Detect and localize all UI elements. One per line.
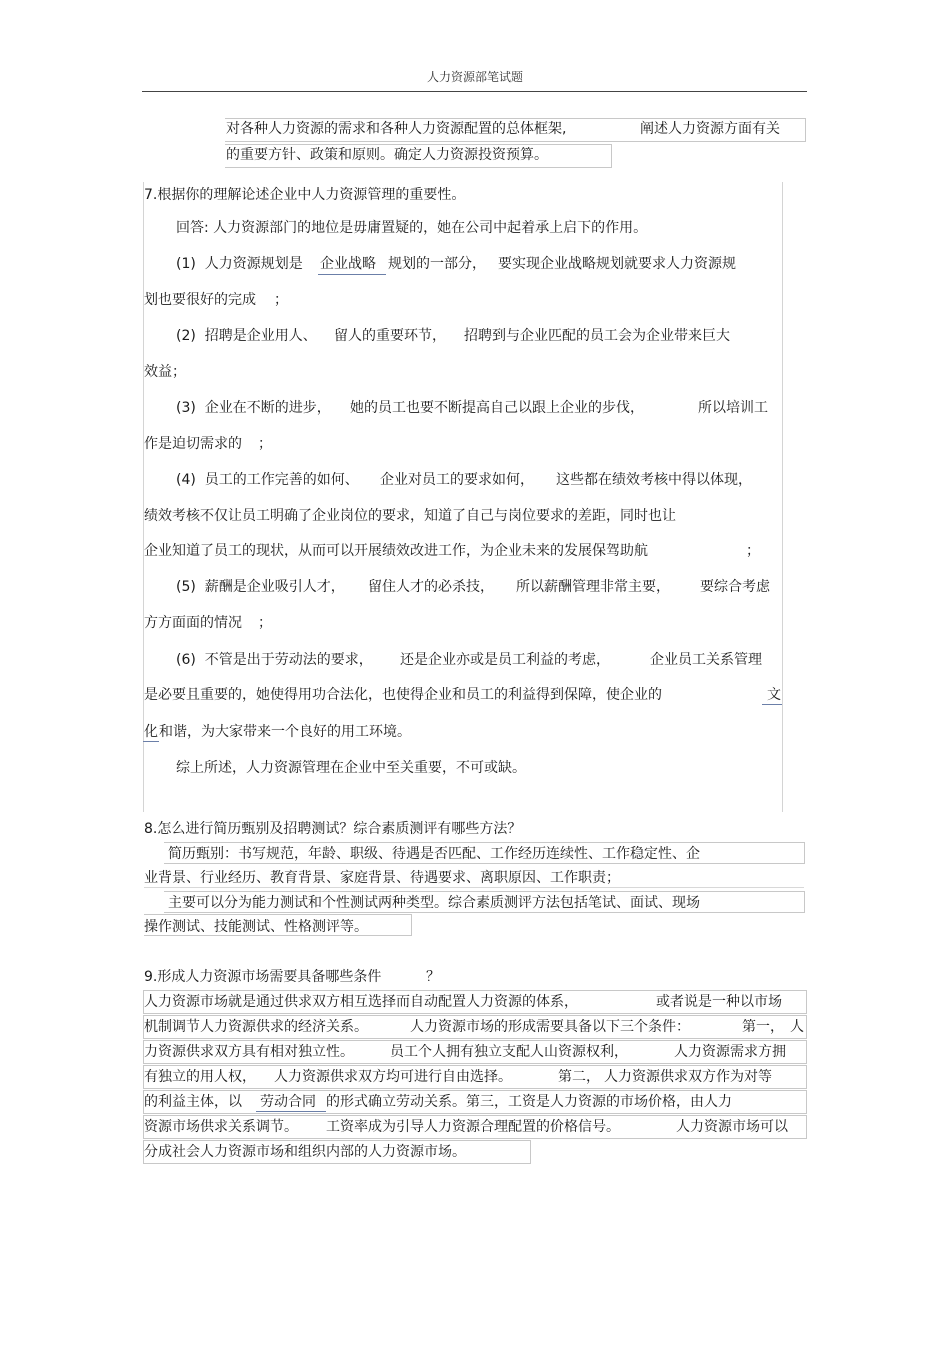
text-frame [144, 887, 804, 888]
paragraph-line: 的形式确立劳动关系。第三，工资是人力资源的市场价格，由人力 [326, 1094, 732, 1110]
paragraph-line: 人 [790, 1019, 804, 1035]
question-heading: 8.怎么进行简历甄别及招聘测试？综合素质测评有哪些方法？ [144, 821, 522, 837]
paragraph-line: 业背景、行业经历、教育背景、家庭背景、待遇要求、离职原因、工作职责； [144, 870, 620, 886]
paragraph-line: (2) 招聘是企业用人、 [176, 328, 317, 344]
header-divider [142, 91, 807, 92]
paragraph-line: 企业员工关系管理 [650, 652, 762, 668]
paragraph-line: 和谐，为大家带来一个良好的用工环境。 [159, 724, 411, 740]
page-header-title: 人力资源部笔试题 [426, 70, 523, 84]
paragraph-line: (4) 员工的工作完善的如何、 [176, 472, 359, 488]
paragraph-line: 方方面面的情况 [144, 615, 242, 631]
paragraph-line: 操作测试、技能测试、性格测评等。 [144, 919, 368, 935]
paragraph-line: 对各种人力资源的需求和各种人力资源配置的总体框架, [226, 121, 567, 137]
question-mark: ？ [426, 969, 440, 985]
paragraph-line: (6) 不管是出于劳动法的要求， [176, 652, 373, 668]
answer-intro: 回答: 人力资源部门的地位是毋庸置疑的，她在公司中起着承上启下的作用。 [176, 220, 648, 236]
paragraph-line: (3) 企业在不断的进步， [176, 400, 331, 416]
paragraph-line: 招聘到与企业匹配的员工会为企业带来巨大 [464, 328, 730, 344]
paragraph-line: 人力资源市场的形成需要具备以下三个条件： [410, 1019, 690, 1035]
paragraph-line: 的重要方针、政策和原则。确定人力资源投资预算。 [226, 147, 548, 163]
paragraph-line: 人力资源市场就是通过供求双方相互选择而自动配置人力资源的体系， [144, 994, 578, 1010]
paragraph-line: 化 [144, 724, 158, 740]
paragraph-line: 企业对员工的要求如何， [380, 472, 534, 488]
paragraph-line: 第二， [558, 1069, 600, 1085]
paragraph-line: 作是迫切需求的 [144, 436, 242, 452]
section-border [143, 182, 144, 812]
paragraph-line: 机制调节人力资源供求的经济关系。 [144, 1019, 368, 1035]
paragraph-line: ； [258, 615, 272, 631]
paragraph-line: 简历甄别：书写规范，年龄、职级、待遇是否匹配、工作经历连续性、工作稳定性、企 [168, 846, 700, 862]
paragraph-line: 划也要很好的完成 [144, 292, 256, 308]
paragraph-line: 阐述人力资源方面有关 [640, 121, 780, 137]
paragraph-line: 要实现企业战略规划就要求人力资源规 [498, 256, 736, 272]
paragraph-line: 人力资源市场可以 [676, 1119, 788, 1135]
paragraph-line: ； [746, 543, 760, 559]
paragraph-line: 这些都在绩效考核中得以体现， [556, 472, 752, 488]
paragraph-line: 规划的一部分， [388, 256, 486, 272]
paragraph-line: 人力资源供求双方均可进行自由选择。 [274, 1069, 512, 1085]
paragraph-line: 企业知道了员工的现状，从而可以开展绩效改进工作，为企业未来的发展保驾助航 [144, 543, 648, 559]
conclusion: 综上所述，人力资源管理在企业中至关重要，不可或缺。 [176, 760, 526, 776]
paragraph-line: 人力资源需求方拥 [674, 1044, 786, 1060]
paragraph-line: 企业战略 [320, 256, 376, 272]
paragraph-line: 分成社会人力资源市场和组织内部的人力资源市场。 [144, 1144, 466, 1160]
paragraph-line: 有独立的用人权， [144, 1069, 256, 1085]
paragraph-line: 还是企业亦或是员工利益的考虑， [400, 652, 610, 668]
paragraph-line: 所以薪酬管理非常主要， [516, 579, 670, 595]
paragraph-line: 资源市场供求关系调节。 [144, 1119, 298, 1135]
paragraph-line: 工资率成为引导人力资源合理配置的价格信号。 [326, 1119, 620, 1135]
paragraph-line: 要综合考虑 [700, 579, 770, 595]
question-heading: 9.形成人力资源市场需要具备哪些条件 [144, 969, 382, 985]
paragraph-line: 文 [767, 687, 781, 703]
paragraph-line: 效益； [144, 364, 186, 380]
paragraph-line: 留住人才的必杀技， [368, 579, 494, 595]
paragraph-line: 绩效考核不仅让员工明确了企业岗位的要求，知道了自己与岗位要求的差距，同时也让 [144, 508, 676, 524]
paragraph-line: 或者说是一种以市场 [656, 994, 782, 1010]
paragraph-line: 第一， [742, 1019, 784, 1035]
paragraph-line: 的利益主体，以 [144, 1094, 242, 1110]
section-border [782, 182, 783, 812]
underline [143, 741, 159, 742]
underline [318, 274, 386, 275]
paragraph-line: ； [274, 292, 288, 308]
underline [762, 704, 782, 705]
paragraph-line: 她的员工也要不断提高自己以跟上企业的步伐， [350, 400, 644, 416]
paragraph-line: 是必要且重要的，她使得用功合法化，也使得企业和员工的利益得到保障，使企业的 [144, 687, 662, 703]
paragraph-line: 所以培训工 [698, 400, 768, 416]
paragraph-line: 劳动合同 [260, 1094, 316, 1110]
paragraph-line: (1) 人力资源规划是 [176, 256, 303, 272]
paragraph-line: 主要可以分为能力测试和个性测试两种类型。综合素质测评方法包括笔试、面试、现场 [168, 895, 700, 911]
paragraph-line: ； [258, 436, 272, 452]
paragraph-line: 留人的重要环节， [334, 328, 446, 344]
paragraph-line: 人力资源供求双方作为对等 [604, 1069, 772, 1085]
question-heading: 7.根据你的理解论述企业中人力资源管理的重要性。 [144, 187, 466, 203]
paragraph-line: (5) 薪酬是企业吸引人才， [176, 579, 345, 595]
paragraph-line: 员工个人拥有独立支配人山资源权利， [390, 1044, 628, 1060]
underline [256, 1111, 326, 1112]
paragraph-line: 力资源供求双方具有相对独立性。 [144, 1044, 354, 1060]
